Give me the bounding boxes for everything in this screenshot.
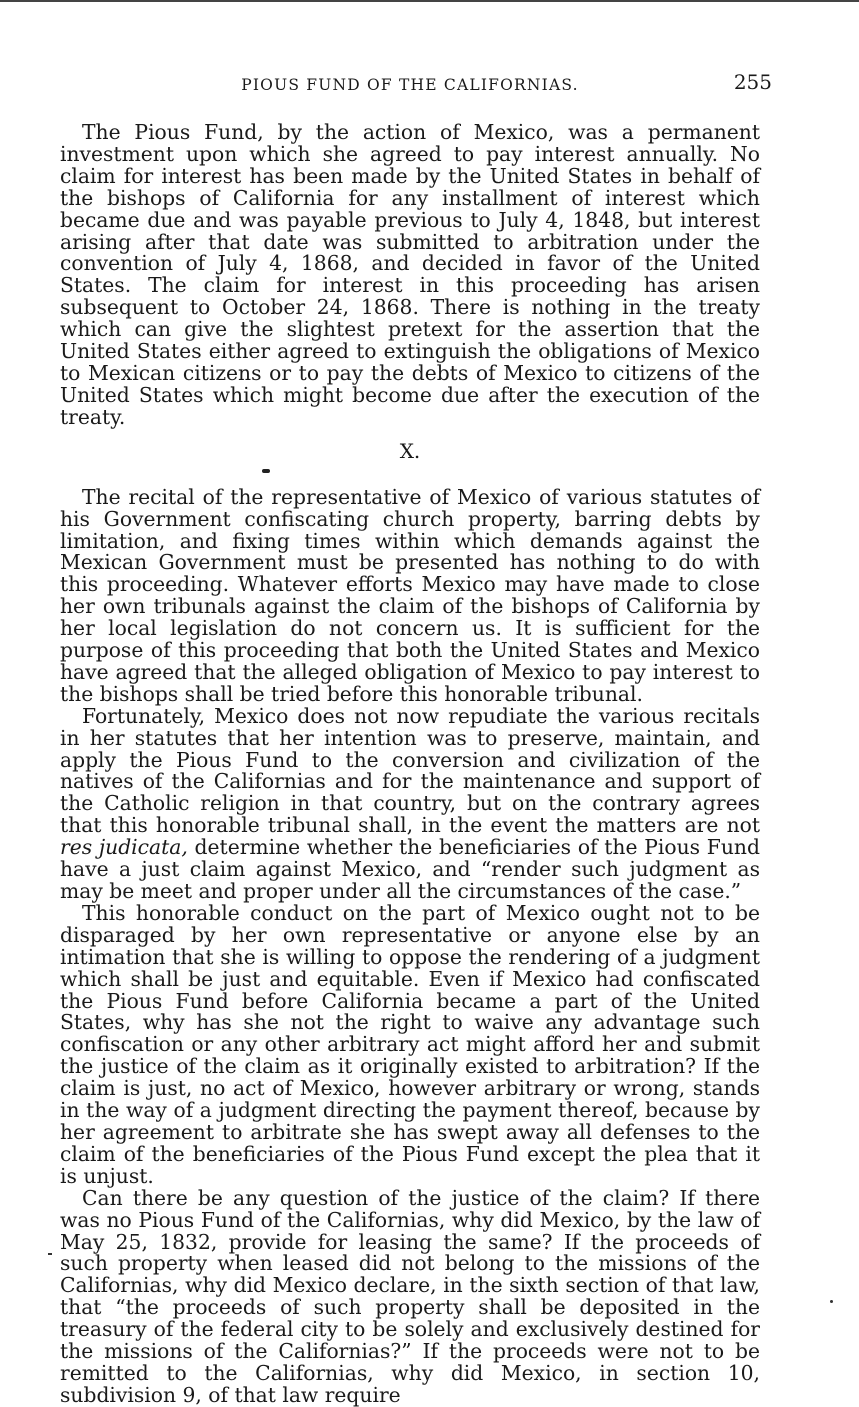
paragraph-fortunately-continued: determine whether the beneficiaries of the Pious Fund have a just claim against Mexico, and “render such judgment as may be meet and proper under all the circumstances of the case.” [60, 835, 760, 903]
paragraph-recital: The recital of the representative of Mexico of various statutes of his Government confiscating church property, barring debts by limitation, and fixing times within which demands against the Mexican Government must be presented has nothing to do with this proceeding. Whatever efforts Mexico may have made to close her own tribunals against the claim of the bishops of California by her local legislation do not concern us. It is sufficient for the purpose of this proceeding that both the United States and Mexico have agreed that the alleged obligation of Mexico to pay interest to the bishops shall be tried before this honorable tribunal. [60, 484, 760, 706]
section-heading-label: X. [399, 438, 421, 463]
ink-speck-mark [262, 469, 270, 473]
paragraph-justice-question: Can there be any question of the justice of the claim? If there was no Pious Fund of the Californias, why did Mexico, by the law of May 25, 1832, provide for leasing the same? If the proceeds of such property when leased did not belong to the missions of the Californias, why did Mexico declare, in the sixth section of that law, that “the proceeds of such property shall be deposited in the treasury of the federal city to be solely and exclusively destined for the missions of the Californias?” If the proceeds were not to be remitted to the Californias, why did Mexico, in section 10, subdivision 9, of that law require [60, 1185, 760, 1407]
italic-res-judicata: res judicata, [60, 835, 188, 860]
body-text [60, 122, 760, 1407]
paragraph-fortunately [60, 703, 760, 903]
page [60, 70, 772, 1407]
margin-dot [830, 1300, 833, 1303]
page-number: 255 [733, 70, 772, 94]
paragraph-fortunately-text: Fortunately, Mexico does not now repudiate the various recitals in her statutes that her intention was to preserve, maintain, and apply the Pious Fund to the conversion and civilization of the natives of the Californias and for the maintenance and support of the Catholic religion in that country, but on the contrary agrees that this honorable tribunal shall, in the event the matters are not [60, 703, 760, 838]
top-rule [0, 0, 859, 2]
running-head [60, 70, 772, 100]
running-title: PIOUS FUND OF THE CALIFORNIAS. [241, 76, 579, 94]
margin-mark [48, 1253, 52, 1255]
section-heading [60, 439, 760, 487]
paragraph-honorable-conduct: This honorable conduct on the part of Mexico ought not to be disparaged by her own representative or anyone else by an intimation that she is willing to oppose the rendering of a judgment which shall be just and equitable. Even if Mexico had confiscated the Pious Fund before California became a part of the United States, why has she not the right to waive any advantage such confiscation or any other arbitrary act might afford her and submit the justice of the claim as it originally existed to arbitration? If the claim is just, no act of Mexico, however arbitrary or wrong, stands in the way of a judgment directing the payment thereof, because by her agreement to arbitrate she has swept away all defenses to the claim of the beneficiaries of the Pious Fund except the plea that it is unjust. [60, 900, 760, 1188]
paragraph-pious-fund-investment: The Pious Fund, by the action of Mexico, was a permanent investment upon which she agreed to pay interest annually. No claim for interest has been made by the United States in behalf of the bishops of California for any installment of interest which became due and was payable previous to July 4, 1848, but interest arising after that date was submitted to arbitration under the convention of July 4, 1868, and decided in favor of the United States. The claim for interest in this proceeding has arisen subsequent to October 24, 1868. There is nothing in the treaty which can give the slightest pretext for the assertion that the United States either agreed to extinguish the obligations of Mexico to Mexican citizens or to pay the debts of Mexico to citizens of the United States which might become due after the execution of the treaty. [60, 120, 760, 429]
